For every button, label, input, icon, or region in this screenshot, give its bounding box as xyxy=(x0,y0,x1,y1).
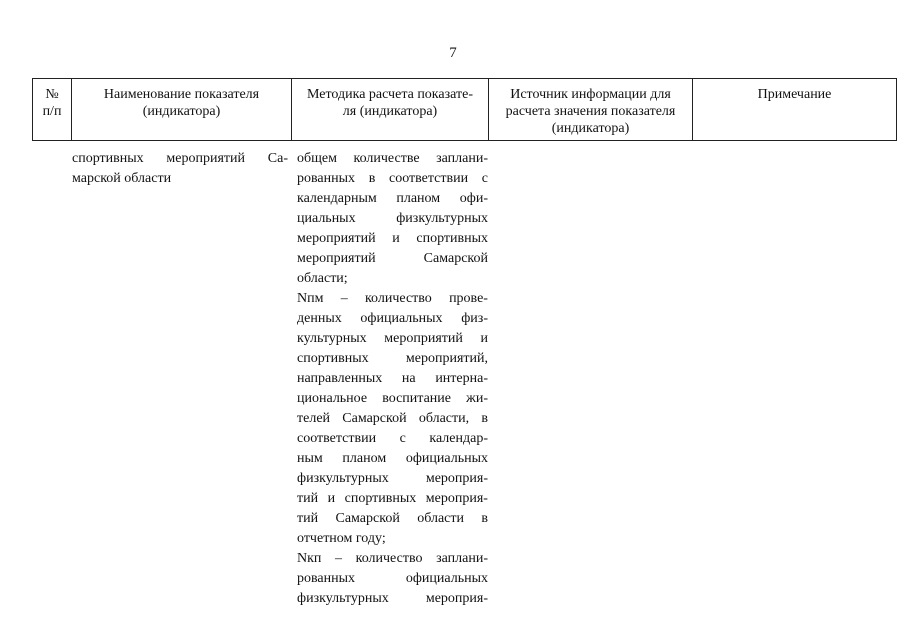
page-number: 7 xyxy=(449,45,457,61)
method-line: мероприятий Самарской xyxy=(297,251,488,266)
header-col-source xyxy=(488,79,692,140)
header-col-source-line: (индикатора) xyxy=(551,121,630,136)
header-col-note xyxy=(692,79,896,140)
method-line: отчетном году; xyxy=(297,531,386,546)
method-line: календарным планом офи- xyxy=(297,191,488,206)
header-col-indicator-name xyxy=(71,79,291,140)
header-col-source-line: Источник информации для xyxy=(510,87,671,102)
method-line: области; xyxy=(297,271,348,286)
header-col-indicator-name-line: (индикатора) xyxy=(142,104,221,119)
method-line: рованных в соответствии с xyxy=(297,171,488,186)
header-col-number-line: п/п xyxy=(42,104,62,119)
header-col-method-line: Методика расчета показате- xyxy=(306,87,473,102)
method-line: физкультурных мероприя- xyxy=(297,591,488,606)
header-col-note-line: Примечание xyxy=(757,87,832,102)
method-line: Nкп – количество заплани- xyxy=(297,551,488,566)
method-line: направленных на интерна- xyxy=(297,371,488,386)
header-col-number xyxy=(33,79,71,140)
header-col-method xyxy=(291,79,488,140)
indicator-name-line: марской области xyxy=(72,171,172,186)
header-col-number-line: № xyxy=(45,87,59,102)
method-line: соответствии с календар- xyxy=(297,431,488,446)
method-line: телей Самарской области, в xyxy=(297,411,488,426)
indicator-name-line: спортивных мероприятий Са- xyxy=(72,151,288,166)
header-col-indicator-name-line: Наименование показателя xyxy=(103,87,260,102)
method-line: тий и спортивных мероприя- xyxy=(297,491,488,506)
table-header xyxy=(32,78,897,141)
method-line: физкультурных мероприя- xyxy=(297,471,488,486)
method-line: культурных мероприятий и xyxy=(297,331,488,346)
method-line: ным планом официальных xyxy=(297,451,488,466)
header-col-method-line: ля (индикатора) xyxy=(342,104,438,119)
method-line: тий Самарской области в xyxy=(297,511,488,526)
method-line: общем количестве заплани- xyxy=(297,151,488,166)
method-line: циональное воспитание жи- xyxy=(297,391,488,406)
indicator-name-cell xyxy=(72,149,288,189)
method-line: спортивных мероприятий, xyxy=(297,351,488,366)
header-col-source-line: расчета значения показателя xyxy=(505,104,676,119)
method-line: денных официальных физ- xyxy=(297,311,488,326)
method-line: рованных официальных xyxy=(297,571,488,586)
method-cell xyxy=(297,149,488,609)
method-line: мероприятий и спортивных xyxy=(297,231,488,246)
method-line: циальных физкультурных xyxy=(297,211,488,226)
method-line: Nпм – количество прове- xyxy=(297,291,488,306)
